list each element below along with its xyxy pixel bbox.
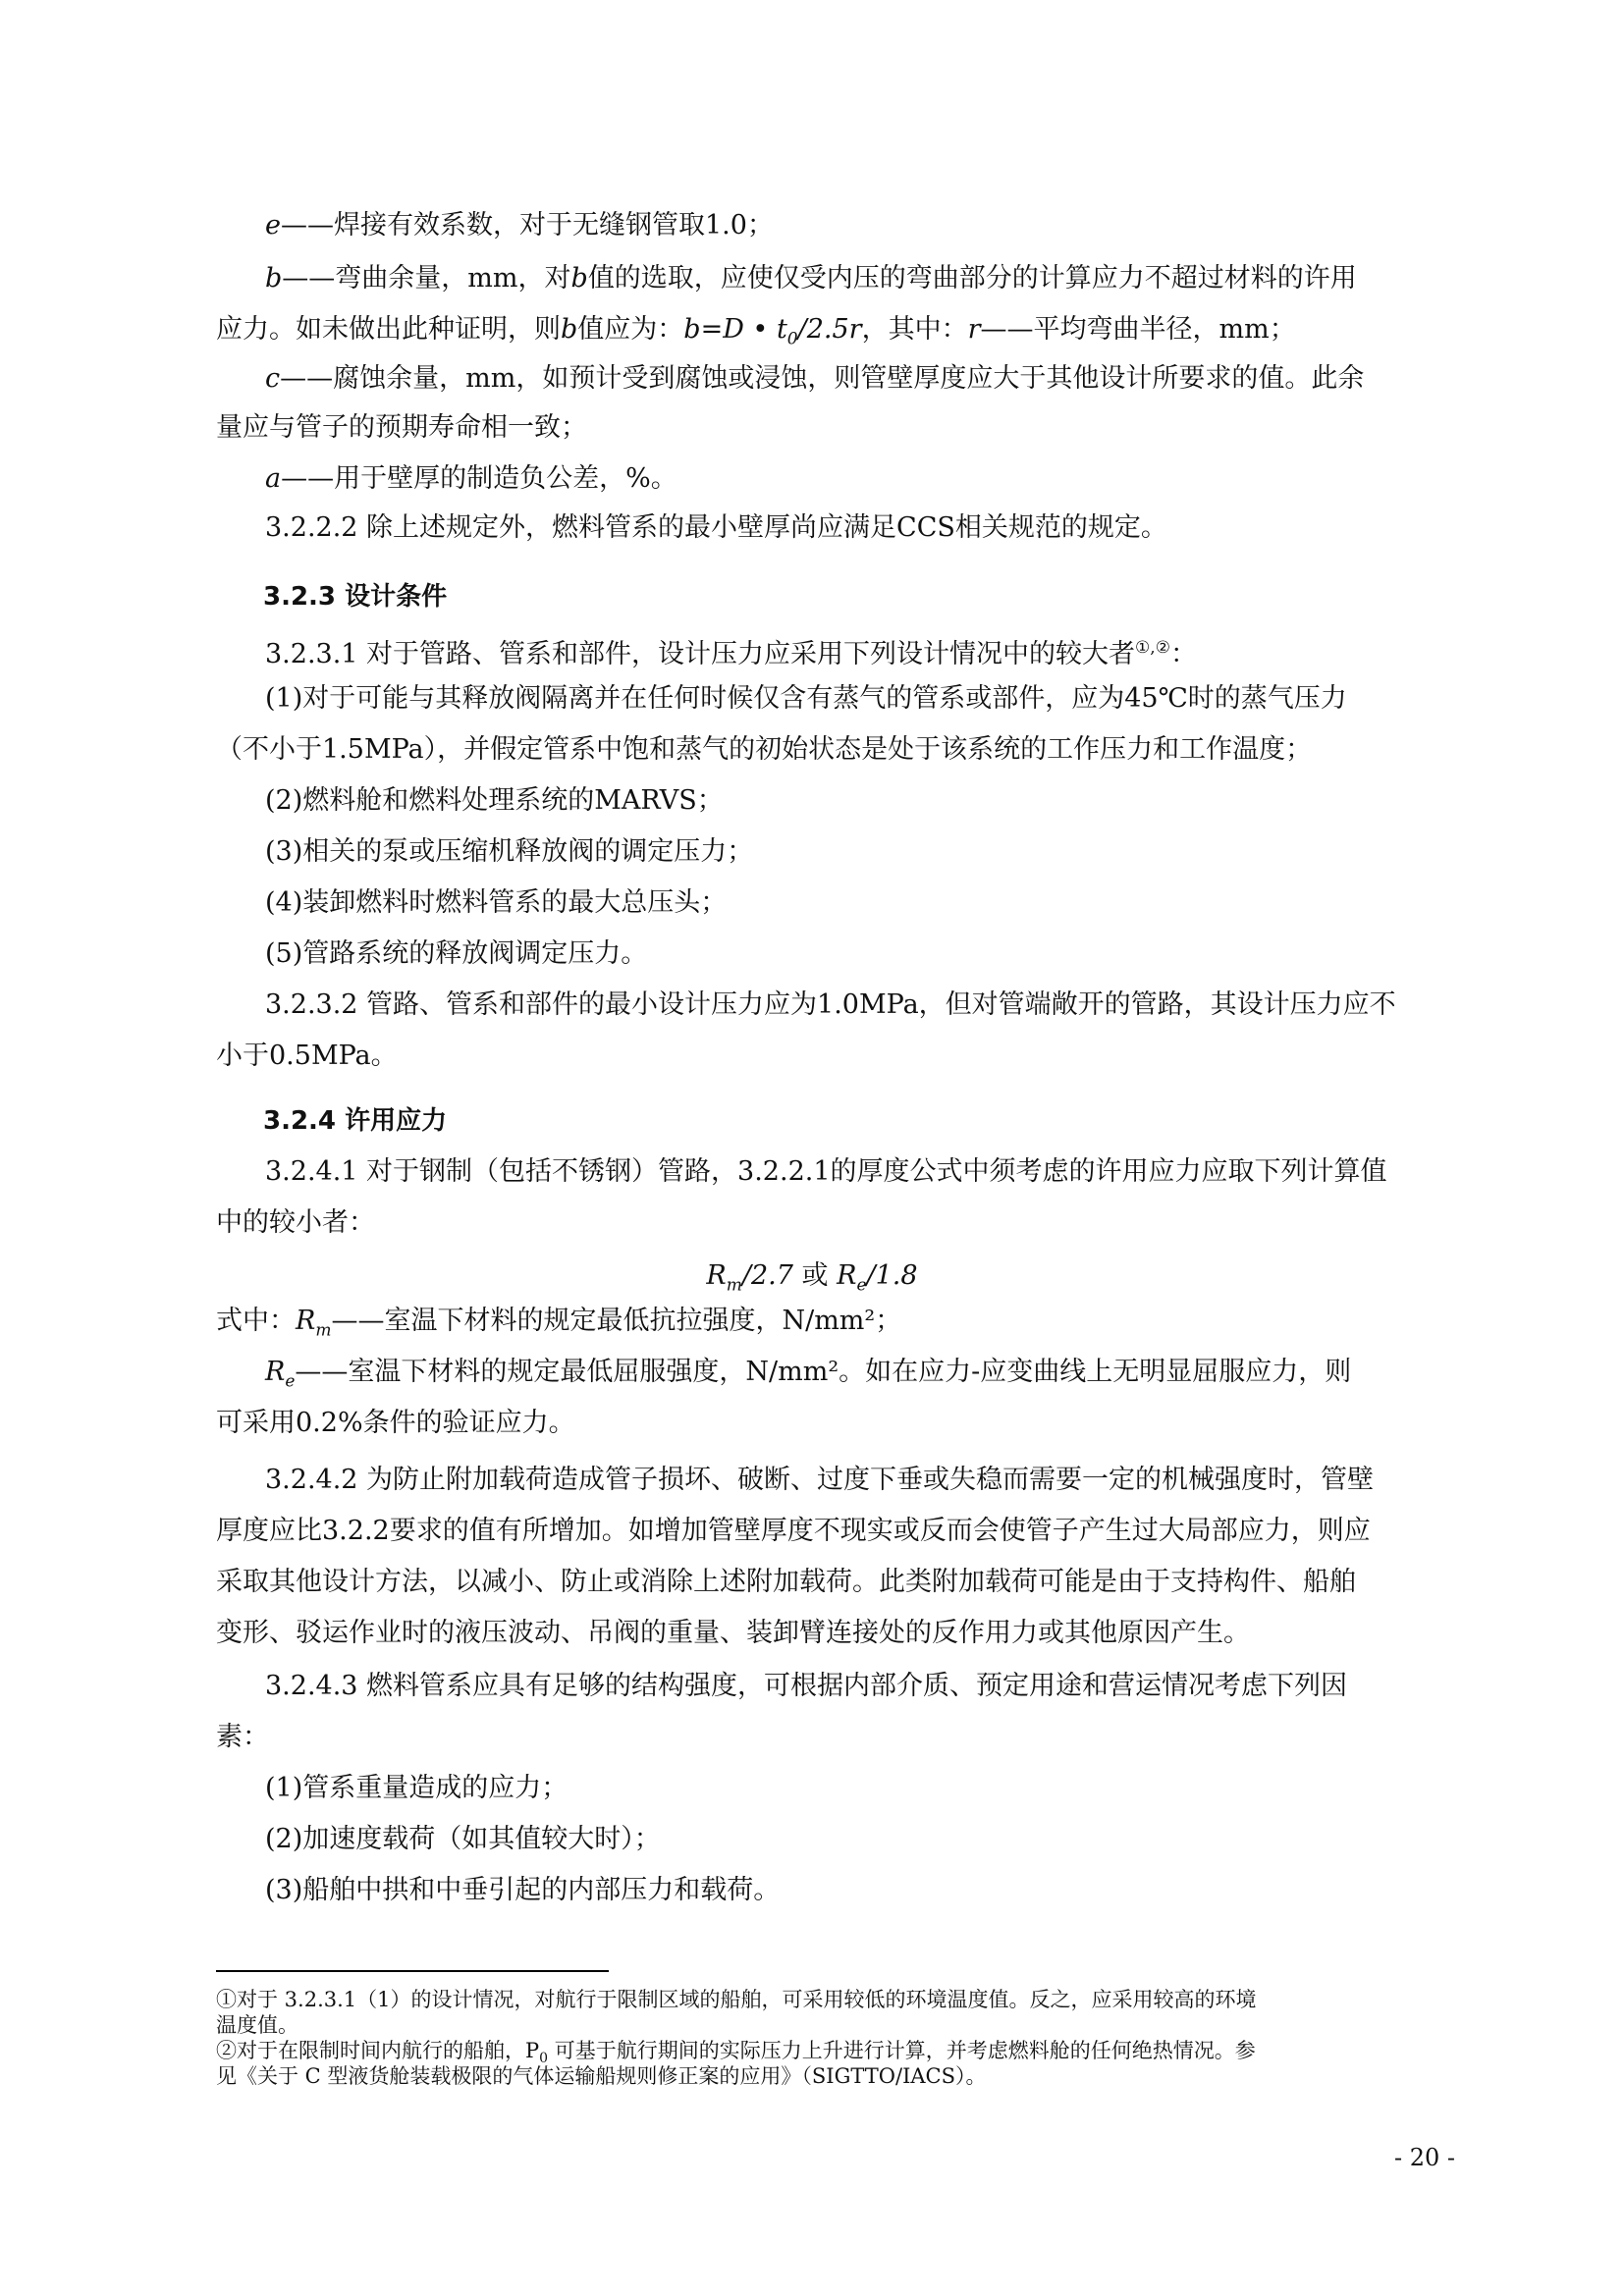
design-item-3: (3)相关的泵或压缩机释放阀的调定压力； — [265, 836, 754, 867]
b-line2-text-a: 应力。如未做出此种证明，则 — [216, 314, 561, 345]
rm-definition-text: ——室温下材料的规定最低抗拉强度，N/mm²； — [331, 1306, 902, 1336]
clause-3-2-4-1: 3.2.4.1 对于钢制（包括不锈钢）管路，3.2.2.1的厚度公式中须考虑的许用应力应取下列计算值 — [265, 1156, 1387, 1187]
e-definition-text: ——焊接有效系数，对于无缝钢管取1.0； — [280, 210, 774, 240]
a-definition — [265, 461, 677, 497]
footnote-2-subscript: 0 — [539, 2051, 549, 2067]
b-formula-tail: /2.5r — [797, 314, 862, 345]
rm-symbol: R — [296, 1306, 316, 1336]
design-item-5: (5)管路系统的释放阀调定压力。 — [265, 938, 648, 969]
design-item-2: (2)燃料舱和燃料处理系统的MARVS； — [265, 785, 724, 816]
c-symbol: c — [265, 363, 281, 394]
b-symbol-inline-2: b — [561, 314, 578, 345]
clause-3-2-4-3: 3.2.4.3 燃料管系应具有足够的结构强度，可根据内部介质、预定用途和营运情况考虑下列因 — [265, 1671, 1348, 1701]
clause-3-2-3-2: 3.2.3.2 管路、管系和部件的最小设计压力应为1.0MPa，但对管端敞开的管路，其设计压力应不 — [265, 989, 1396, 1020]
design-item-1: (1)对于可能与其释放阀隔离并在任何时候仅含有蒸气的管系或部件，应为45℃时的蒸气压力 — [265, 683, 1347, 714]
clause-3-2-2-2: 3.2.2.2 除上述规定外，燃料管系的最小壁厚尚应满足CCS相关规范的规定。 — [265, 512, 1167, 543]
design-item-1-cont: （不小于1.5MPa），并假定管系中饱和蒸气的初始状态是处于该系统的工作压力和工作温度； — [216, 734, 1313, 765]
factor-item-2: (2)加速度载荷（如其值较大时）； — [265, 1824, 661, 1854]
b-definition-text-1: ——弯曲余量，mm，对 — [282, 263, 571, 294]
formula-rm-tail: /2.7 — [741, 1260, 793, 1291]
e-definition — [265, 208, 774, 243]
footnote-2-cont: 见《关于 C 型液货舱装载极限的气体运输船规则修正案的应用》（SIGTTO/IACS）。 — [216, 2064, 987, 2088]
c-definition-line2: 量应与管子的预期寿命相一致； — [216, 412, 587, 443]
formula-or: 或 — [792, 1260, 838, 1291]
a-definition-text: ——用于壁厚的制造负公差，%。 — [281, 463, 677, 494]
clause-3-2-4-3-cont: 素： — [216, 1722, 269, 1752]
b-symbol-inline: b — [570, 263, 588, 294]
factor-item-1: (1)管系重量造成的应力； — [265, 1773, 568, 1803]
heading-3-2-4: 3.2.4 许用应力 — [263, 1106, 448, 1136]
design-item-4: (4)装卸燃料时燃料管系的最大总压头； — [265, 887, 728, 918]
page-number: - 20 - — [1393, 2144, 1455, 2171]
b-definition — [265, 261, 1357, 296]
b-definition-line2 — [216, 312, 1296, 356]
c-definition-text: ——腐蚀余量，mm，如预计受到腐蚀或浸蚀，则管壁厚度应大于其他设计所要求的值。此余 — [280, 363, 1365, 394]
clause-3-2-4-2-line2: 厚度应比3.2.2要求的值有所增加。如增加管壁厚度不现实或反而会使管子产生过大局部应力，则应 — [216, 1516, 1371, 1546]
b-symbol: b — [265, 263, 283, 294]
clause-3-2-4-2-line3: 采取其他设计方法，以减小、防止或消除上述附加载荷。此类附加载荷可能是由于支持构件、船舶 — [216, 1567, 1356, 1597]
formula-rm-subscript: m — [726, 1275, 742, 1296]
formula-rm-symbol: R — [706, 1260, 727, 1291]
clause-3-2-3-1 — [265, 630, 1197, 672]
footnote-1: ①对于 3.2.3.1（1）的设计情况，对航行于限制区域的船舶，可采用较低的环境温度值。反之，应采用较高的环境 — [216, 1988, 1257, 2011]
factor-item-3: (3)船舶中拱和中垂引起的内部压力和载荷。 — [265, 1875, 781, 1905]
footnote-ref-marks: ①,② — [1135, 638, 1170, 658]
formula-re-symbol: R — [837, 1260, 857, 1291]
footnote-2-text-a: ②对于在限制时间内航行的船舶，P — [216, 2039, 540, 2062]
b-formula-subscript: 0 — [786, 329, 798, 349]
a-symbol: a — [265, 463, 282, 494]
clause-3-2-3-1-text: 3.2.3.1 对于管路、管系和部件，设计压力应采用下列设计情况中的较大者 — [265, 639, 1136, 669]
footnote-1-cont: 温度值。 — [216, 2013, 298, 2037]
rm-prefix: 式中： — [216, 1306, 296, 1336]
b-line2-text-b: 值应为： — [577, 314, 684, 345]
r-symbol: r — [967, 314, 981, 345]
clause-3-2-4-2-line4: 变形、驳运作业时的液压波动、吊阀的重量、装卸臂连接处的反作用力或其他原因产生。 — [216, 1618, 1250, 1648]
clause-3-2-3-2-cont: 小于0.5MPa。 — [216, 1041, 398, 1071]
formula-re-subscript: e — [856, 1275, 867, 1296]
heading-3-2-3: 3.2.3 设计条件 — [263, 582, 448, 612]
b-definition-text-2: 值的选取，应使仅受内压的弯曲部分的计算应力不超过材料的许用 — [587, 263, 1357, 294]
c-definition — [265, 361, 1364, 397]
re-symbol: R — [265, 1357, 286, 1387]
re-definition-text: ——室温下材料的规定最低屈服强度，N/mm²。如在应力-应变曲线上无明显屈服应力，则 — [295, 1357, 1352, 1387]
rm-subscript: m — [315, 1320, 332, 1341]
formula-re-tail: /1.8 — [866, 1260, 918, 1291]
stress-formula — [0, 1258, 1624, 1303]
b-line2-text-c: ，其中： — [861, 314, 968, 345]
b-line2-text-d: ——平均弯曲半径，mm； — [980, 314, 1296, 345]
re-definition — [265, 1355, 1351, 1399]
re-subscript: e — [285, 1371, 296, 1392]
b-formula-main: b=D • t — [683, 314, 787, 345]
re-definition-cont: 可采用0.2%条件的验证应力。 — [216, 1408, 575, 1438]
footnote-divider — [216, 1970, 609, 1972]
footnote-2-text-b: 可基于航行期间的实际压力上升进行计算，并考虑燃料舱的任何绝热情况。参 — [548, 2039, 1256, 2062]
b-formula — [683, 314, 862, 349]
e-symbol: e — [265, 210, 281, 240]
clause-3-2-3-1-tail: ： — [1169, 639, 1197, 669]
rm-definition — [216, 1304, 901, 1348]
clause-3-2-4-1-cont: 中的较小者： — [216, 1207, 375, 1238]
clause-3-2-4-2: 3.2.4.2 为防止附加载荷造成管子损坏、破断、过度下垂或失稳而需要一定的机械强度时，管壁 — [265, 1465, 1375, 1495]
